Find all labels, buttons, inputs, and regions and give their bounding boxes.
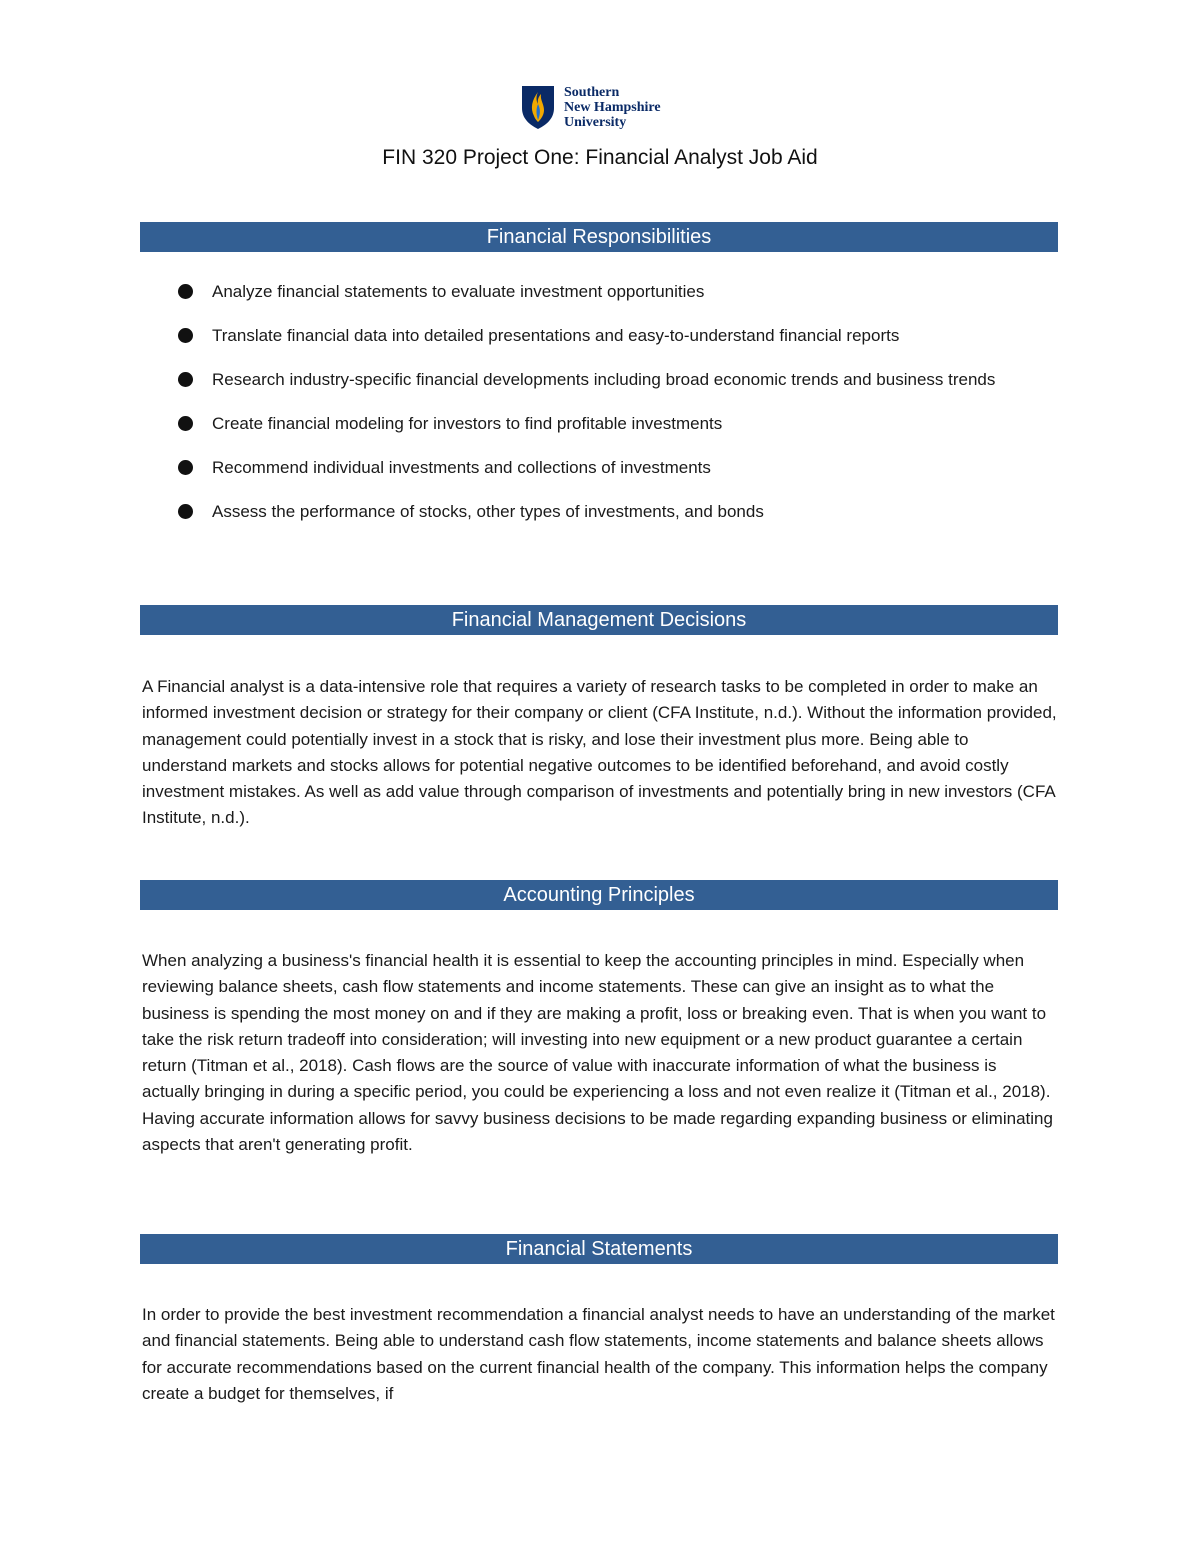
university-logo — [520, 84, 690, 134]
list-item-text: Assess the performance of stocks, other types of investments, and bonds — [212, 502, 764, 521]
management-paragraph: A Financial analyst is a data-intensive role that requires a variety of research tasks to be completed in order to make an informed investment decision or strategy for their company or client (CFA Institute, n.d.). Without the information provided, management could potentially invest in a stock that is risky, and lose their investment plus more. Being able to understand markets and stocks allows for potential negative outcomes to be identified beforehand, and avoid costly investment mistakes. As well as add value through comparison of investments and potentially bring in new investors (CFA Institute, n.d.). — [142, 677, 1057, 828]
logo-line-3: University — [564, 115, 627, 130]
shield-flame-icon — [520, 84, 556, 130]
bullet-icon — [178, 284, 193, 299]
list-item — [176, 452, 1036, 484]
list-item-text: Create financial modeling for investors to find profitable investments — [212, 414, 723, 433]
list-item — [176, 320, 1036, 352]
bullet-icon — [178, 504, 193, 519]
principles-paragraph: When analyzing a business's financial health it is essential to keep the accounting principles in mind. Especially when reviewing balance sheets, cash flow statements and income statements. These can give an insight as to what the business is spending the most money on and if they are making a profit, loss or breaking even. That is when you want to take the risk return tradeoff into consideration; will investing into new equipment or a new product guarantee a certain return (Titman et al., 2018). Cash flows are the source of value with inaccurate information of what the business is actually bringing in during a specific period, you could be experiencing a loss and not even realize it (Titman et al., 2018). Having accurate information allows for savvy business decisions to be made regarding expanding business or eliminating aspects that aren't generating profit. — [142, 951, 1053, 1155]
bullet-icon — [178, 328, 193, 343]
section-heading-statements: Financial Statements — [140, 1234, 1058, 1264]
list-item — [176, 408, 1036, 440]
section-heading-responsibilities: Financial Responsibilities — [140, 222, 1058, 252]
university-wordmark — [564, 85, 661, 130]
list-item — [176, 276, 1036, 308]
document-title: FIN 320 Project One: Financial Analyst Job Aid — [382, 146, 818, 169]
statements-paragraph: In order to provide the best investment recommendation a financial analyst needs to have an understanding of the market and financial statements. Being able to understand cash flow statements, income statements and balance sheets allows for accurate recommendations based on the current financial health of the company. This information helps the company create a budget for themselves, if — [142, 1305, 1055, 1403]
bullet-icon — [178, 372, 193, 387]
responsibilities-list — [176, 276, 1036, 540]
list-item-text: Analyze financial statements to evaluate investment opportunities — [212, 282, 705, 301]
bullet-icon — [178, 460, 193, 475]
list-item — [176, 496, 1036, 528]
list-item-text: Translate financial data into detailed presentations and easy-to-understand financial reports — [212, 326, 900, 345]
section-heading-principles: Accounting Principles — [140, 880, 1058, 910]
logo-line-2: New Hampshire — [564, 100, 661, 115]
bullet-icon — [178, 416, 193, 431]
list-item-text: Research industry-specific financial developments including broad economic trends and business trends — [212, 370, 996, 389]
list-item-text: Recommend individual investments and collections of investments — [212, 458, 711, 477]
section-heading-management: Financial Management Decisions — [140, 605, 1058, 635]
list-item — [176, 364, 1036, 396]
logo-line-1: Southern — [564, 85, 620, 100]
